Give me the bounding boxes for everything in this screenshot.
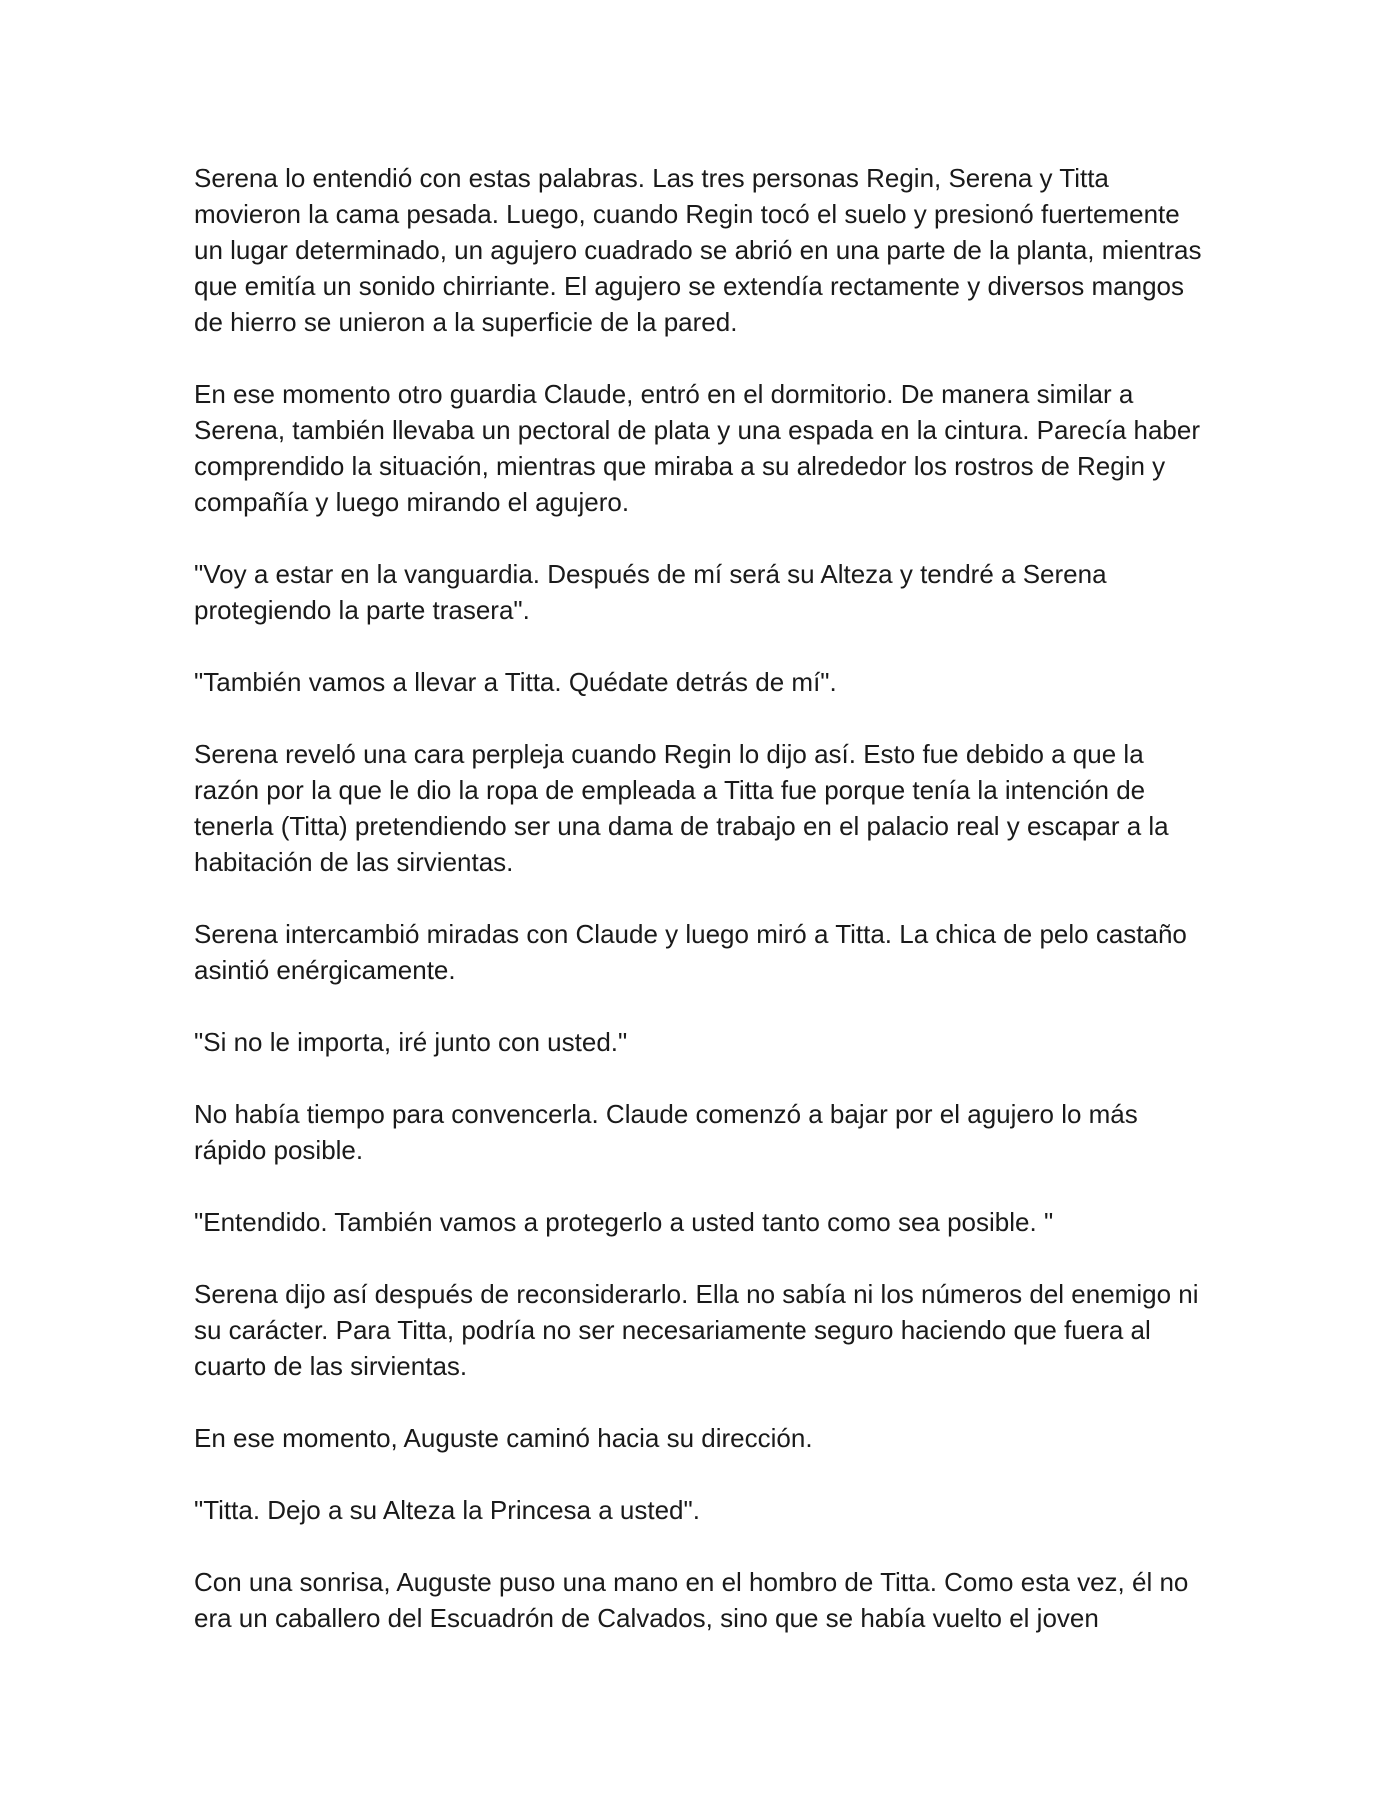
paragraph: "Si no le importa, iré junto con usted.": [194, 1027, 628, 1057]
paragraph: Serena lo entendió con estas palabras. Las tres personas Regin, Serena y Titta movieron la cama pesada. Luego, cuando Regin tocó el suelo y presionó fuertemente un lugar determinado, un agujero cuadrado se abrió en una parte de la planta, mientras que emitía un sonido chirriante. El agujero se extendía rectamente y diversos mangos de hierro se unieron a la superficie de la pared.: [194, 163, 1202, 337]
paragraph: En ese momento, Auguste caminó hacia su dirección.: [194, 1423, 813, 1453]
paragraph: "Titta. Dejo a su Alteza la Princesa a usted".: [194, 1495, 700, 1525]
paragraph: En ese momento otro guardia Claude, entró en el dormitorio. De manera similar a Serena, también llevaba un pectoral de plata y una espada en la cintura. Parecía haber comprendido la situación, mientras que miraba a su alrededor los rostros de Regin y compañía y luego mirando el agujero.: [194, 379, 1201, 517]
paragraph: "También vamos a llevar a Titta. Quédate detrás de mí".: [194, 667, 837, 697]
paragraph: "Voy a estar en la vanguardia. Después de mí será su Alteza y tendré a Serena protegiendo la parte trasera".: [194, 559, 1107, 625]
paragraph: "Entendido. También vamos a protegerlo a usted tanto como sea posible. ": [194, 1207, 1054, 1237]
paragraph: Serena intercambió miradas con Claude y luego miró a Titta. La chica de pelo castaño asintió enérgicamente.: [194, 919, 1187, 985]
document-body: [194, 160, 1214, 1636]
paragraph: Serena reveló una cara perpleja cuando Regin lo dijo así. Esto fue debido a que la razón por la que le dio la ropa de empleada a Titta fue porque tenía la intención de tenerla (Titta) pretendiendo ser una dama de trabajo en el palacio real y escapar a la habitación de las sirvientas.: [194, 739, 1169, 877]
paragraph: No había tiempo para convencerla. Claude comenzó a bajar por el agujero lo más rápido posible.: [194, 1099, 1138, 1165]
paragraph: Serena dijo así después de reconsiderarlo. Ella no sabía ni los números del enemigo ni su carácter. Para Titta, podría no ser necesariamente seguro haciendo que fuera al cuarto de las sirvientas.: [194, 1279, 1199, 1381]
paragraph: Con una sonrisa, Auguste puso una mano en el hombro de Titta. Como esta vez, él no era un caballero del Escuadrón de Calvados, sino que se había vuelto el joven: [194, 1567, 1189, 1633]
